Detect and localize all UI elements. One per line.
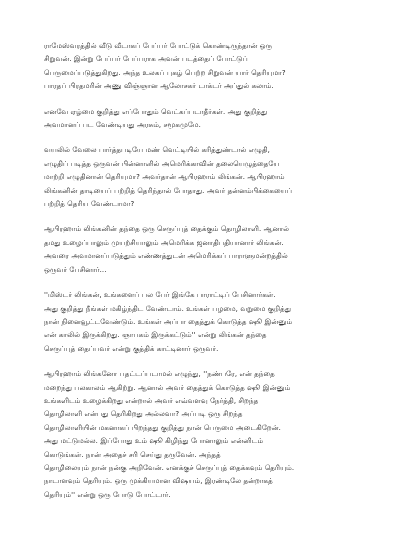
paragraph-2: [44, 106, 376, 133]
text-line: தொழிலையும் நான் நன்கு அறிவேன். எனக்குச் செருப்புத் தைக்கவும் தெரியும்.: [44, 463, 295, 472]
text-line: தொழிலாளி என்பது தெரிகிறது அல்லவா? அப்படி ஒரு சிறந்த: [44, 410, 243, 419]
text-line: நான் நினைவூட்டவேண்டும். உங்கள் அப்பா தைத்துக் கொடுத்த ஷூ இன்னும்: [44, 317, 293, 326]
text-line: சிறுவன். இன்று பேப்பர் பேப்பராக அவன் படத்தைப் போட்டுப்: [44, 55, 248, 64]
text-line: அவமானப் பட வேண்டியது அரசும், சமூகமுமே.: [44, 121, 201, 130]
text-line: ராமேஸ்வரத்தில் வீடு வீடாகப் பேப்பர் போட்டுக் கொண்டிருந்தான் ஒரு: [44, 42, 273, 50]
text-line: தமது உழைப்பாலும் முயற்சியாலும் அமெரிக்க ஜனாதிபதியானார் லிங்கன்.: [44, 238, 284, 247]
text-line: நாடாளவும் தெரியும். ஒரு முக்கியமான விஷயம், இரண்டிலே தன்றாகத்: [44, 477, 273, 486]
paragraph-6: [44, 368, 376, 502]
text-line: வயலில் வேலை பார்த்தபடியே மண் வெட்டியில் கரித்துண்டால் எழுதி,: [44, 146, 271, 155]
text-line: ஆபிரஹாம் லிங்கனோ பதட்டப்படாமல் எழுந்து, ''நண்பரே, என் தந்தை: [44, 370, 275, 379]
text-line: செருப்புத் தைப்பவர் என்று குத்திக் காட்டினார் ஒருவர்.: [44, 344, 219, 353]
text-line: அவரை அவமானப்படுத்தும் எண்ணத்துடன் அமெரிக்கப் பாராளுமன்றத்தில்: [44, 252, 288, 261]
paragraph-5: [44, 289, 376, 356]
text-line: பெருமைப்படுத்துகிறது. அந்த உலகப் புகழ் பெற்ற சிறுவன் யார் தெரியுமா?: [44, 68, 286, 77]
text-line: கொடுங்கள். நான் அதைச் சரி செய்து தருவேன். அந்தத்: [44, 450, 221, 459]
text-line: ஒருவர் பேசினார்...: [44, 265, 107, 274]
text-line: மாற்றி எழுதினான் தெரியுமா? அவர்தான் ஆபிரஹாம் லிங்கன். ஆபிரஹாம்: [44, 173, 285, 182]
text-line: எழுதிப் படித்த ஒருவன் பின்னாளில் அமெரிக்காவின் தலையெழுத்தையே: [44, 159, 280, 168]
text-line: தொழிலாளியின் மகனாகப் பிறந்தது குறித்து நான் பெருமை அடைகிறேன்.: [44, 423, 281, 432]
text-line: அது மட்டுமல்ல. இப்போது உம் ஷூ கிழிந்து போனாலும் என்னிடம்: [44, 437, 264, 446]
paragraph-1: [44, 40, 376, 94]
text-line: பாரதப் பிரதமரின் அணு விஞ்ஞான ஆலோசகர் டாக்டர் அப்துல் கலாம்.: [44, 82, 274, 91]
text-line: என் காலில் இருக்கிறது. ஞாபகம் இருக்கட்டும்'' என்று லிங்கன் தந்தை: [44, 331, 267, 340]
text-line: எனவே ஏழ்மை குறித்து எப்போதும் வெட்கப்படாதீர்கள். அது குறித்து: [44, 107, 268, 116]
text-line: உங்களிடம் உழைக்கிறது என்றால் அவர் எவ்வளவு நேர்த்தி, சிறந்த: [44, 396, 259, 405]
paragraph-4: [44, 223, 376, 277]
text-line: ''மிஸ்டர் லிங்கன், உங்களைப் பல பேர் இங்கே பாராட்டிப் பேசினார்கள்.: [44, 291, 276, 300]
text-line: பற்றித் தெரிய வேண்டாமா?: [44, 200, 135, 209]
text-line: மறைந்து பலகாலம் ஆகிற்று. ஆனால் அவர் தைத்துக் கொடுத்த ஷூ இன்னும்: [44, 383, 291, 392]
text-line: அது குறித்து நீங்கள் மகிழ்ந்திட வேண்டாம். உங்கள் பழமை, வறுமை குறித்து: [44, 304, 291, 313]
paragraph-3: [44, 144, 376, 211]
text-line: லிங்கனின் தாடியைப் பற்றித் தெரிந்தால் போதாது. அவர் தன்னம்பிக்கையைப்: [44, 186, 293, 195]
text-line: ஆபிரஹாம் லிங்கனின் தந்தை ஒரு செருப்புத் தைக்கும் தொழிலாளி. ஆனால்: [44, 225, 290, 234]
text-line: தெரியும்'' என்று ஒரு போடு போட்டார்.: [44, 490, 171, 499]
